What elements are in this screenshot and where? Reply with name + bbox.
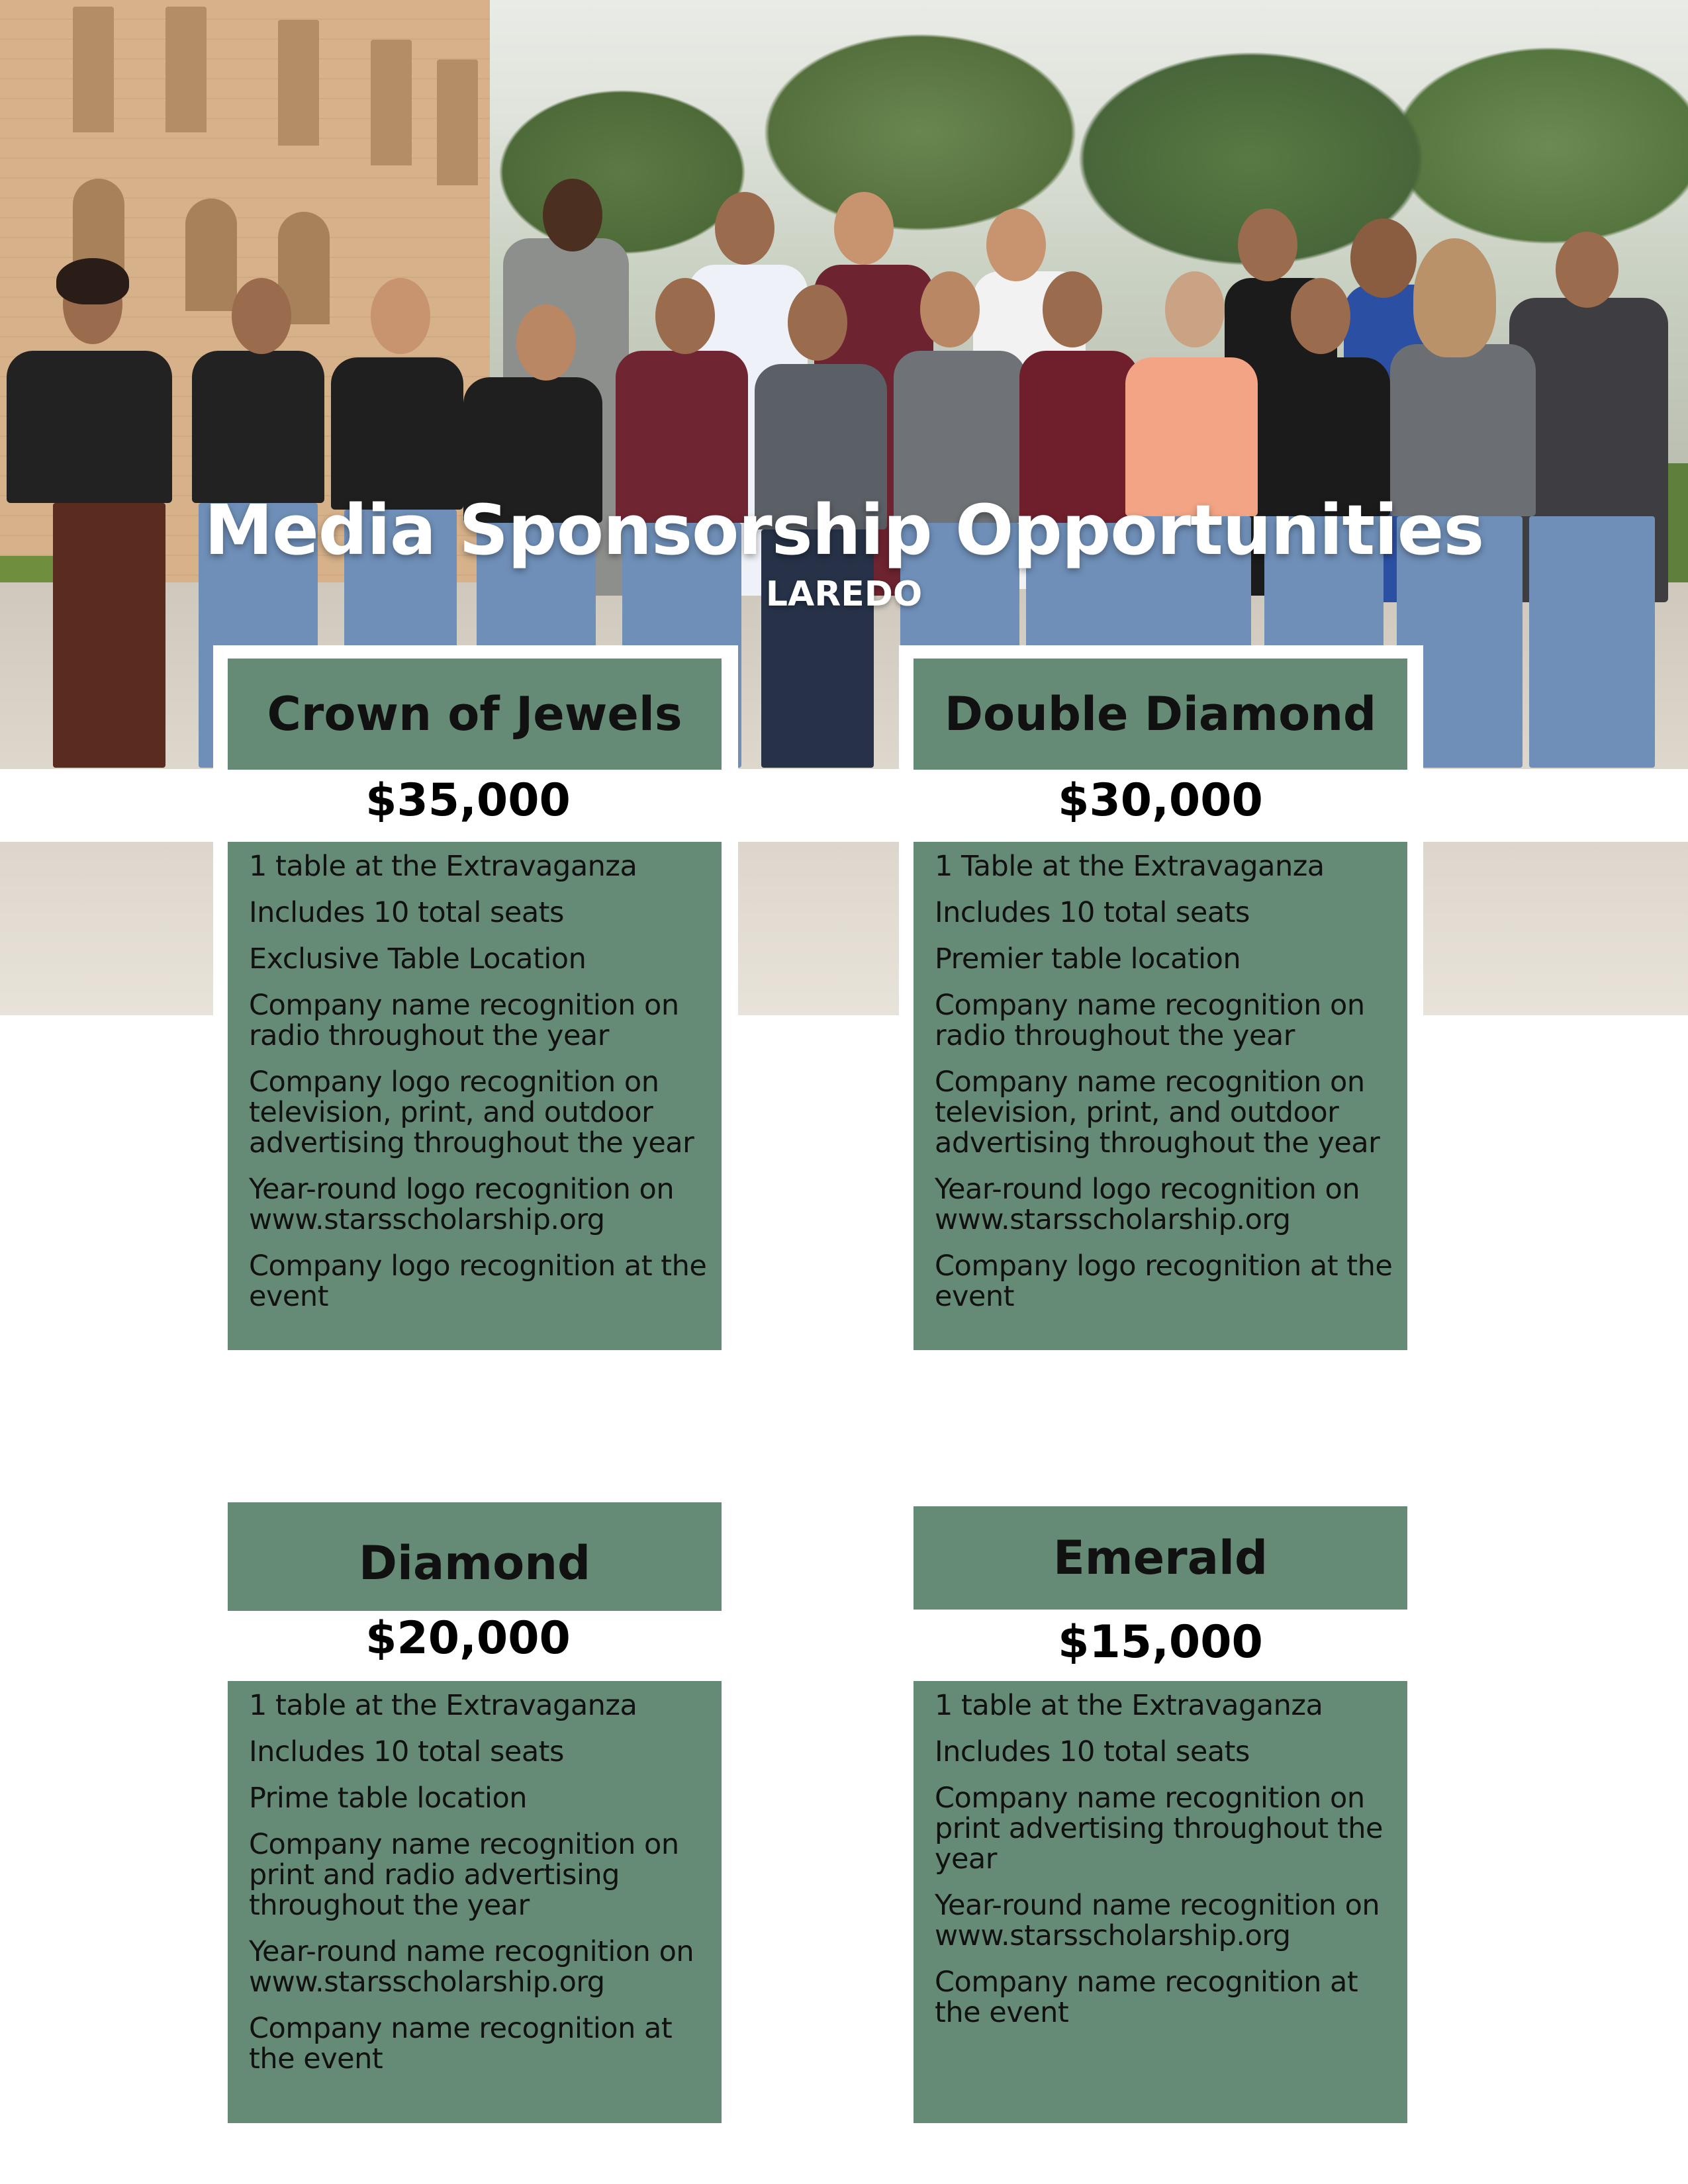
- benefit-item: Company name recognition at the event: [249, 2012, 673, 2075]
- benefit-item: Year-round logo recognition on www.starsscholarship.org: [935, 1173, 1360, 1236]
- benefit-item: Year-round logo recognition on www.starsscholarship.org: [249, 1173, 675, 1236]
- benefit-item: Company name recognition on television, print, and outdoor advertising throughout the year: [935, 1066, 1380, 1160]
- photo-strip-right: [1423, 842, 1688, 1015]
- benefit-item: Company logo recognition at the event: [935, 1250, 1393, 1313]
- benefit-item: Includes 10 total seats: [935, 1735, 1250, 1768]
- benefit-item: Company name recognition on radio throughout the year: [935, 989, 1365, 1052]
- tier-name-emerald: Emerald: [914, 1506, 1407, 1610]
- tier-price-emerald: $15,000: [1058, 1616, 1263, 1668]
- tier-name-double-diamond: Double Diamond: [914, 659, 1407, 770]
- photo-strip-center: [738, 842, 899, 1015]
- tier-price-crown-of-jewels: $35,000: [365, 774, 571, 827]
- benefit-item: 1 table at the Extravaganza: [935, 1689, 1323, 1722]
- benefit-item: Company name recognition at the event: [935, 1966, 1358, 2029]
- tier-price-diamond: $20,000: [365, 1612, 571, 1664]
- benefit-item: Year-round name recognition on www.starsscholarship.org: [249, 1935, 694, 1999]
- benefit-item: Year-round name recognition on www.starsscholarship.org: [935, 1889, 1380, 1952]
- tier-price-double-diamond: $30,000: [1058, 774, 1263, 827]
- page-subtitle: LAREDO: [765, 574, 923, 614]
- photo-strip-left: [0, 842, 213, 1015]
- tier-benefits-double-diamond: [914, 842, 1407, 1350]
- tier-benefits-diamond: [228, 1681, 722, 2123]
- page-title: Media Sponsorship Opportunities: [204, 490, 1484, 570]
- benefit-item: Includes 10 total seats: [935, 896, 1250, 929]
- benefit-item: Prime table location: [249, 1782, 527, 1815]
- benefit-item: 1 table at the Extravaganza: [249, 1689, 637, 1722]
- benefit-item: Exclusive Table Location: [249, 942, 586, 976]
- benefit-item: Company logo recognition on television, print, and outdoor advertising throughout the year: [249, 1066, 694, 1160]
- benefit-item: Company name recognition on print advertising throughout the year: [935, 1782, 1383, 1876]
- tier-name-diamond: Diamond: [228, 1502, 722, 1611]
- benefit-item: Company name recognition on radio throughout the year: [249, 989, 679, 1052]
- benefit-item: 1 Table at the Extravaganza: [935, 850, 1325, 883]
- benefit-item: 1 table at the Extravaganza: [249, 850, 637, 883]
- benefit-item: Company name recognition on print and radio advertising throughout the year: [249, 1828, 679, 1922]
- benefit-item: Premier table location: [935, 942, 1241, 976]
- benefit-item: Includes 10 total seats: [249, 896, 564, 929]
- tier-benefits-emerald: [914, 1681, 1407, 2123]
- benefit-item: Includes 10 total seats: [249, 1735, 564, 1768]
- tier-benefits-crown-of-jewels: [228, 842, 722, 1350]
- tier-name-crown-of-jewels: Crown of Jewels: [228, 659, 722, 770]
- benefit-item: Company logo recognition at the event: [249, 1250, 707, 1313]
